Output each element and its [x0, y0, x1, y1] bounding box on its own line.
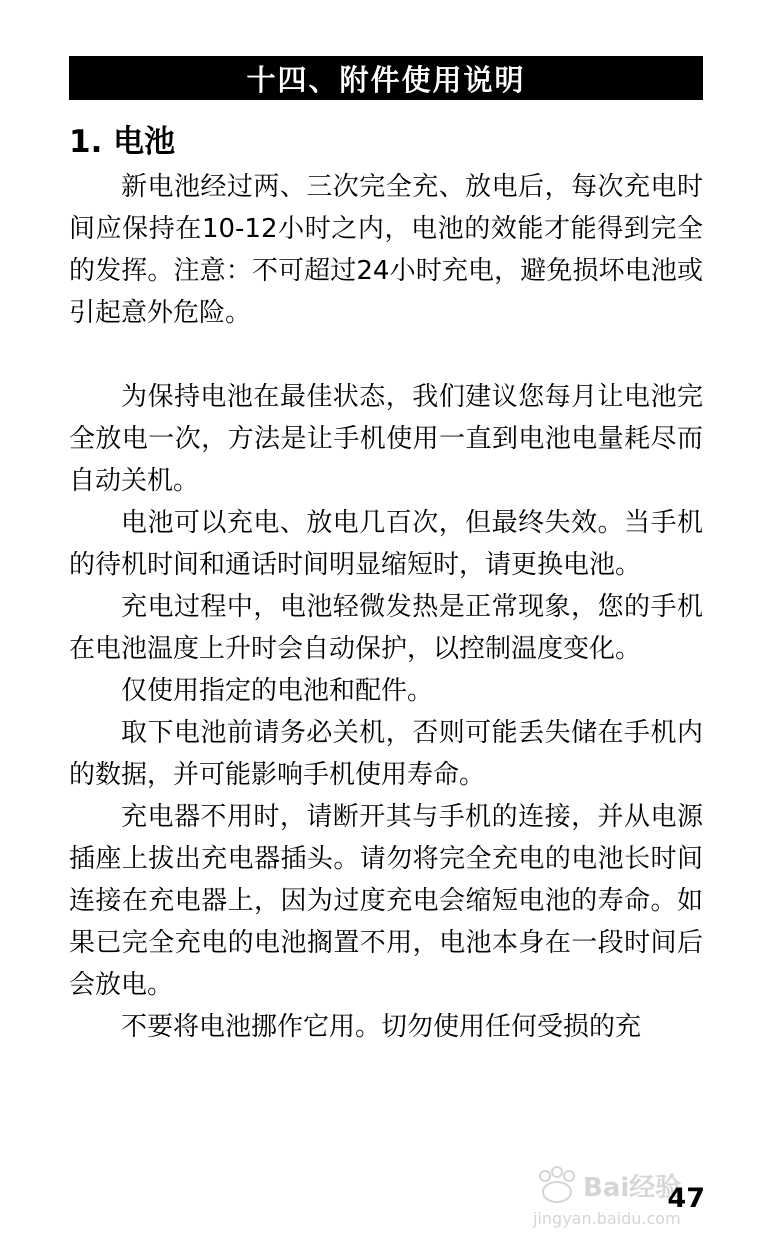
- paragraph-charger-disconnect: 充电器不用时，请断开其与手机的连接，并从电源插座上拔出充电器插头。请勿将完全充电的电池长时间连接在充电器上，因为过度充电会缩短电池的寿命。如果已完全充电的电池搁置不用，电池本身在一段时间后会放电。: [69, 802, 703, 1000]
- paragraph-battery-lifespan: 电池可以充电、放电几百次，但最终失效。当手机的待机时间和通话时间明显缩短时，请更换电池。: [69, 508, 703, 580]
- page-number: 47: [667, 1183, 705, 1214]
- chapter-title: 十四、附件使用说明: [246, 62, 526, 97]
- paragraph-monthly-discharge: 为保持电池在最佳状态，我们建议您每月让电池完全放电一次，方法是让手机使用一直到电池电量耗尽而自动关机。: [69, 382, 703, 496]
- paragraph-heat-warning: 充电过程中，电池轻微发热是正常现象，您的手机在电池温度上升时会自动保护，以控制温度变化。: [69, 592, 703, 664]
- paragraph-charging-cycles: 新电池经过两、三次完全充、放电后，每次充电时间应保持在10-12小时之内，电池的效能才能得到完全的发挥。注意：不可超过24小时充电，避免损坏电池或引起意外危险。: [69, 172, 703, 328]
- paragraph-misuse-warning: 不要将电池挪作它用。切勿使用任何受损的充: [121, 1012, 642, 1042]
- chapter-title-bar: [69, 56, 703, 100]
- section-heading: 1. 电池: [69, 124, 176, 160]
- paragraph-gap: [69, 334, 703, 376]
- paragraph-clip: [69, 1006, 703, 1048]
- paragraph-power-off-before-removal: 取下电池前请务必关机，否则可能丢失储在手机内的数据，并可能影响手机使用寿命。: [69, 718, 703, 790]
- paragraph-approved-accessories: 仅使用指定的电池和配件。: [121, 676, 434, 706]
- body-text: [69, 166, 703, 1048]
- svg-text:Bai经验: Bai经验: [583, 1173, 682, 1203]
- svg-text:jingyan.baidu.com: jingyan.baidu.com: [533, 1209, 681, 1228]
